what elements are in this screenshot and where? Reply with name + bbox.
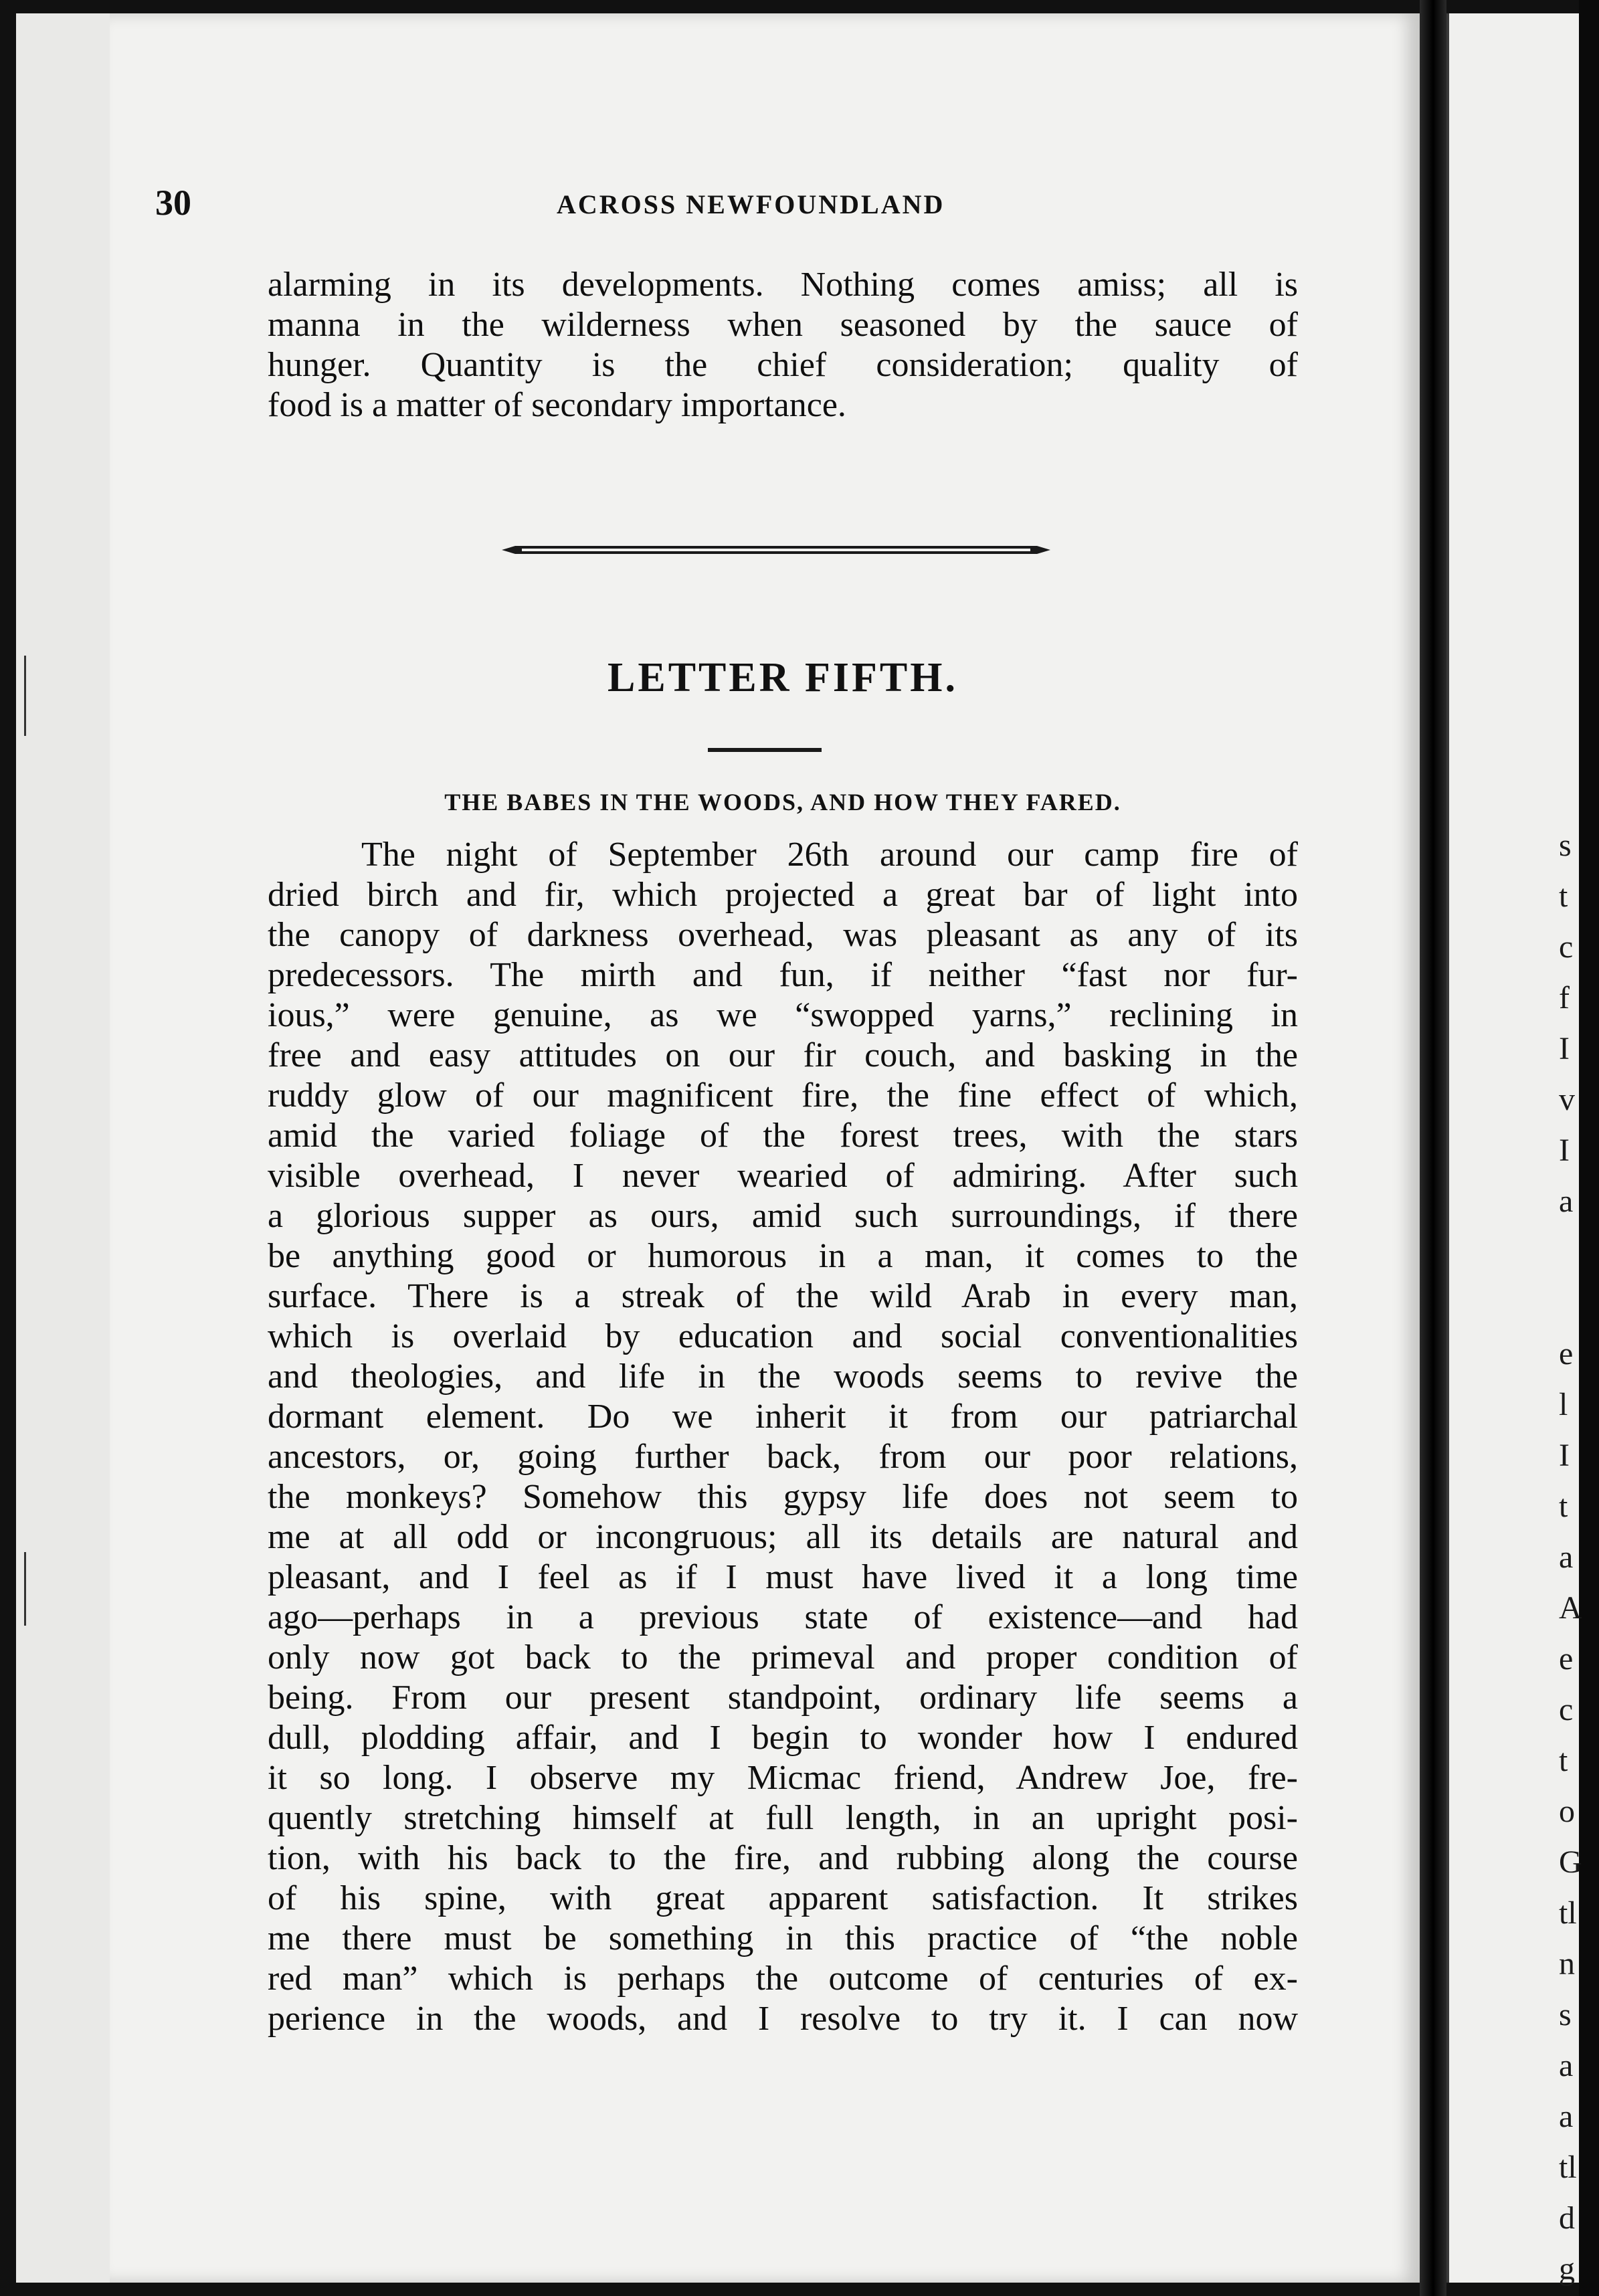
text-line: be anything good or humorous in a man, it comes to the: [268, 1237, 1298, 1275]
text-line: alarming in its developments. Nothing comes amiss; all is: [268, 266, 1298, 304]
scan-border-top: [0, 0, 1579, 13]
facing-page-letter: n: [1559, 1946, 1575, 1982]
running-head-title: ACROSS NEWFOUNDLAND: [557, 189, 945, 219]
running-head: [155, 182, 1306, 229]
section-divider-ornament: [502, 543, 1050, 557]
text-line: dull, plodding affair, and I begin to wonder how I endured: [268, 1719, 1298, 1757]
text-line: ious,” were genuine, as we “swopped yarns,” reclining in: [268, 996, 1298, 1034]
facing-page-letter: s: [1559, 828, 1572, 863]
text-line: and theologies, and life in the woods seems to revive the: [268, 1357, 1298, 1396]
text-line: quently stretching himself at full length, in an upright posi-: [268, 1799, 1298, 1837]
facing-page-letter: d: [1559, 2200, 1575, 2236]
text-line: surface. There is a streak of the wild Arab in every man,: [268, 1277, 1298, 1315]
text-line: perience in the woods, and I resolve to try it. I can now: [268, 2000, 1298, 2038]
text-line: free and easy attitudes on our fir couch, and basking in the: [268, 1036, 1298, 1074]
facing-page-letter: tl: [1559, 1895, 1577, 1931]
letter-heading: LETTER FIFTH.: [607, 655, 958, 700]
facing-page-letter: tl: [1559, 2149, 1577, 2185]
book-gutter: [1420, 0, 1446, 2296]
text-line: visible overhead, I never wearied of admiring. After such: [268, 1157, 1298, 1195]
text-line: tion, with his back to the fire, and rubbing along the course: [268, 1839, 1298, 1877]
facing-page-letter: I: [1559, 1031, 1570, 1066]
scan-border-left: [0, 0, 16, 2296]
facing-page-letter: t: [1559, 1489, 1568, 1524]
text-line: hunger. Quantity is the chief consideration; quality of: [268, 346, 1298, 384]
facing-page-letter: v: [1559, 1082, 1575, 1117]
facing-page-letter: I: [1559, 1133, 1570, 1168]
text-line: the monkeys? Somehow this gypsy life does not seem to: [268, 1478, 1298, 1516]
letter-subheading: THE BABES IN THE WOODS, AND HOW THEY FARED.: [444, 789, 1121, 816]
text-line: of his spine, with great apparent satisfaction. It strikes: [268, 1879, 1298, 1917]
text-line: it so long. I observe my Micmac friend, Andrew Joe, fre-: [268, 1759, 1298, 1797]
text-line: dormant element. Do we inherit it from our patriarchal: [268, 1398, 1298, 1436]
facing-page-letter: l: [1559, 1387, 1568, 1422]
text-line: predecessors. The mirth and fun, if neither “fast nor fur-: [268, 956, 1298, 994]
facing-page-edge: [1446, 13, 1582, 2287]
leaf-edge-mark: [24, 1552, 26, 1626]
scan-border-bottom: [0, 2283, 1579, 2296]
text-line: ago—perhaps in a previous state of existence—and had: [268, 1598, 1298, 1636]
page-number: 30: [155, 183, 191, 223]
text-line: only now got back to the primeval and proper condition of: [268, 1638, 1298, 1677]
facing-page-letter: t: [1559, 1743, 1568, 1778]
text-line: the canopy of darkness overhead, was pleasant as any of its: [268, 916, 1298, 954]
text-line: dried birch and fir, which projected a great bar of light into: [268, 876, 1298, 914]
intro-paragraph: [268, 265, 1298, 425]
facing-page-letter: o: [1559, 1794, 1575, 1829]
facing-page-letter: c: [1559, 1692, 1574, 1727]
text-line: which is overlaid by education and social conventionalities: [268, 1317, 1298, 1355]
text-line: me at all odd or incongruous; all its details are natural and: [268, 1518, 1298, 1556]
facing-page-letter: e: [1559, 1641, 1574, 1677]
text-line: food is a matter of secondary importance.: [268, 386, 846, 424]
facing-page-letter: I: [1559, 1438, 1570, 1473]
facing-page-letter: c: [1559, 929, 1574, 965]
facing-page-letter: a: [1559, 2099, 1574, 2134]
facing-page-letter: A: [1559, 1590, 1582, 1626]
text-line: The night of September 26th around our camp fire of: [361, 836, 1298, 874]
text-line: manna in the wilderness when seasoned by the sauce of: [268, 306, 1298, 344]
text-line: a glorious supper as ours, amid such surroundings, if there: [268, 1197, 1298, 1235]
text-line: ruddy glow of our magnificent fire, the fine effect of which,: [268, 1076, 1298, 1115]
text-line: being. From our present standpoint, ordinary life seems a: [268, 1679, 1298, 1717]
left-leaf-margin: [16, 13, 111, 2283]
facing-page-letter: g: [1559, 2251, 1575, 2287]
facing-page-letter: s: [1559, 1997, 1572, 2032]
text-line: ancestors, or, going further back, from our poor relations,: [268, 1438, 1298, 1476]
facing-page-rule: [1446, 13, 1449, 2283]
facing-page-letter: a: [1559, 1183, 1574, 1219]
leaf-edge-mark: [24, 656, 26, 736]
facing-page-letter: f: [1559, 980, 1570, 1016]
text-line: red man” which is perhaps the outcome of centuries of ex-: [268, 1959, 1298, 1998]
facing-page-letter: a: [1559, 2048, 1574, 2083]
text-line: me there must be something in this practice of “the noble: [268, 1919, 1298, 1957]
text-line: pleasant, and I feel as if I must have lived it a long time: [268, 1558, 1298, 1596]
facing-page-letter: a: [1559, 1539, 1574, 1575]
facing-page-letter: G: [1559, 1844, 1582, 1880]
main-paragraph: [268, 835, 1298, 2039]
facing-page-letter: e: [1559, 1336, 1574, 1371]
text-line: amid the varied foliage of the forest trees, with the stars: [268, 1117, 1298, 1155]
heading-rule: [708, 748, 822, 752]
facing-page-letter: t: [1559, 878, 1568, 914]
